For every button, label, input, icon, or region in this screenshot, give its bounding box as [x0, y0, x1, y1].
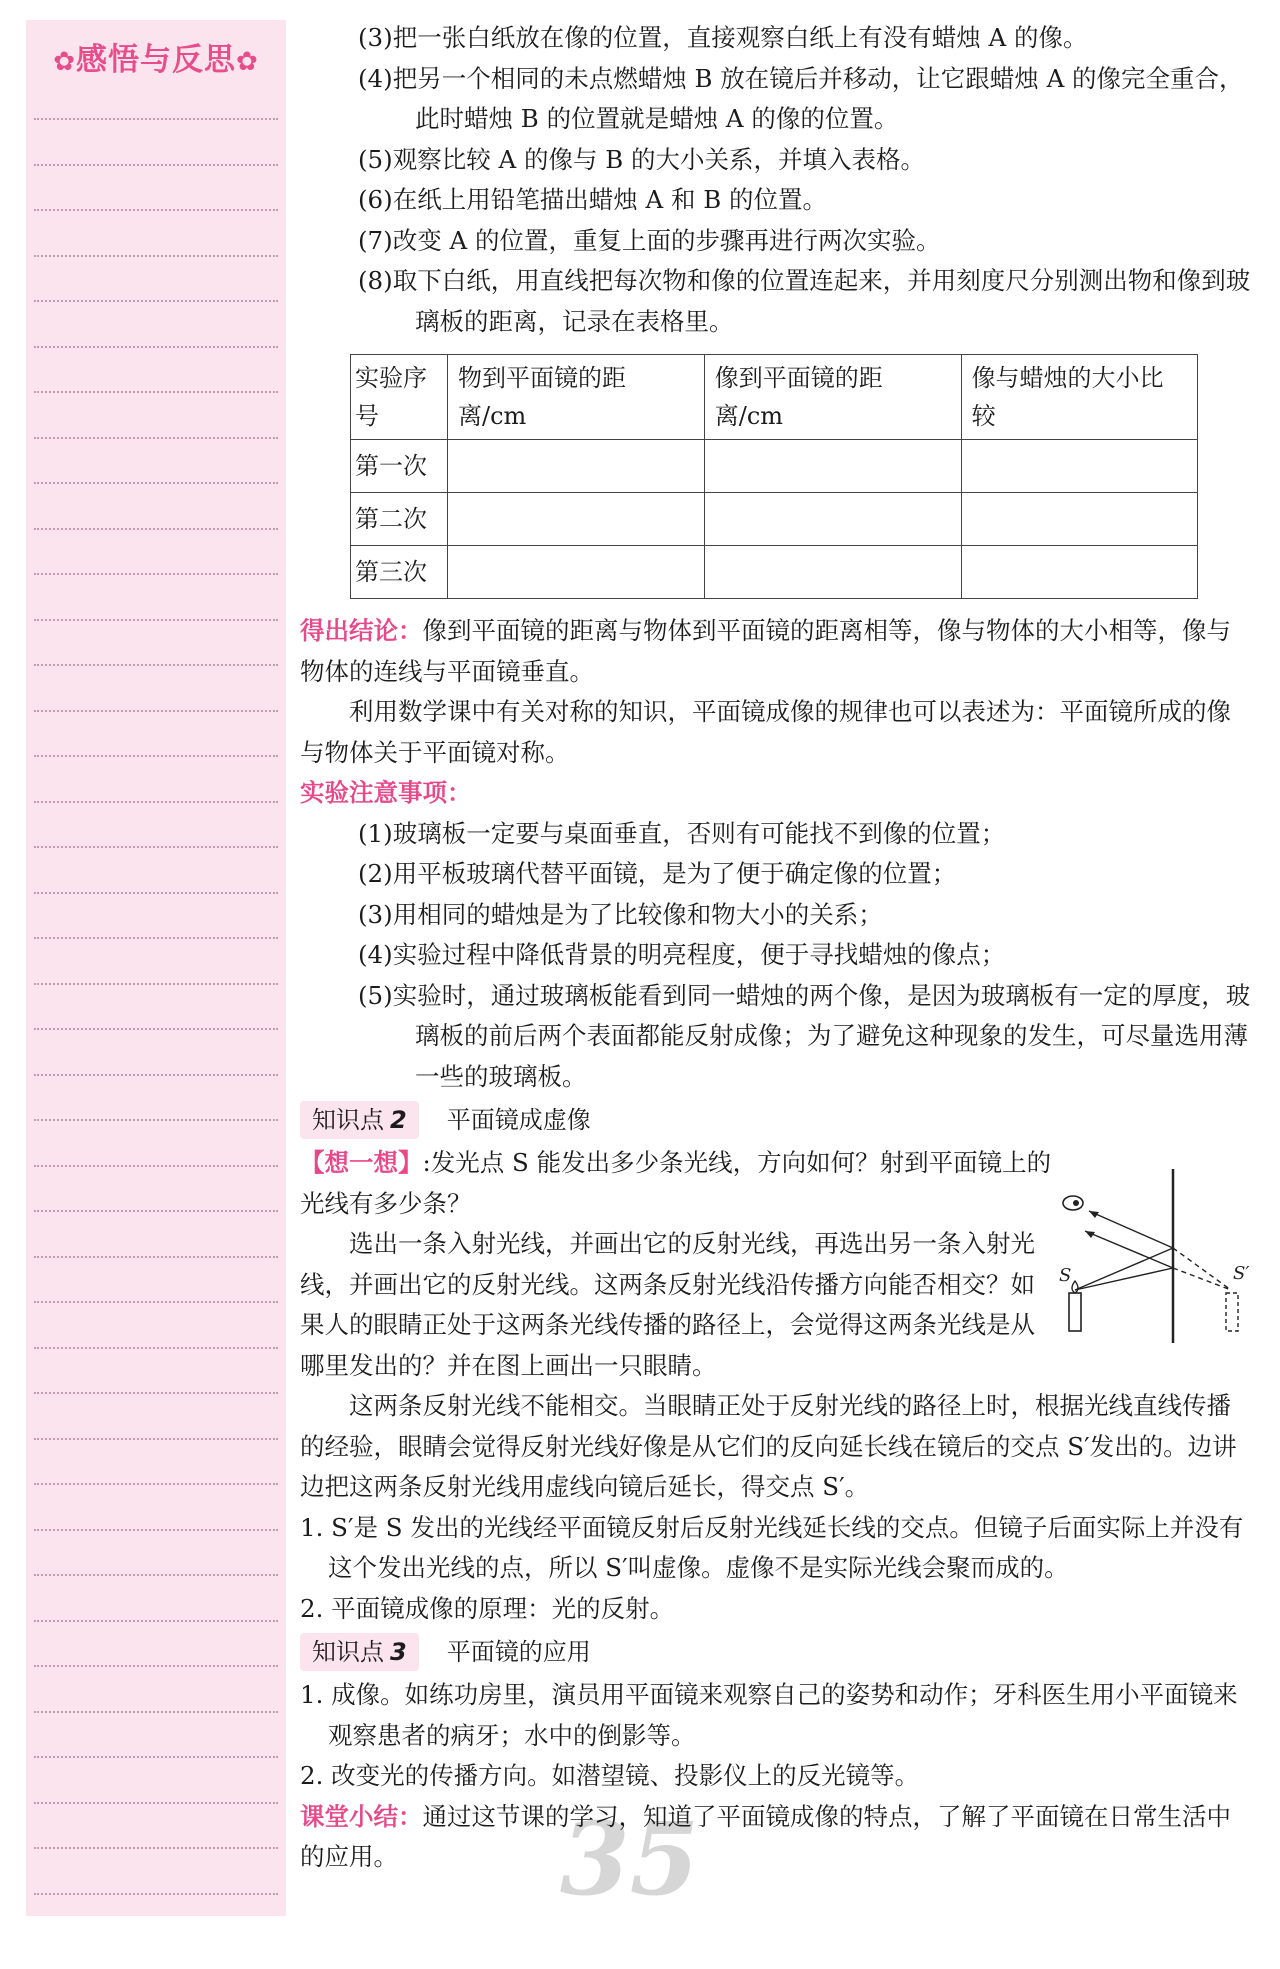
- writing-line: [34, 1347, 278, 1349]
- writing-line: [34, 346, 278, 348]
- knowledge-point-3-heading: [300, 1629, 1255, 1675]
- table-cell: 第二次: [351, 493, 448, 546]
- step-3: (3)把一张白纸放在像的位置，直接观察白纸上有没有蜡烛 A 的像。: [358, 23, 1088, 52]
- virtual-image-point: 1. S′是 S 发出的光线经平面镜反射后反射光线延长线的交点。但镜子后面实际上并没有这个发出光线的点，所以 S′叫虚像。虚像不是实际光线会聚而成的。: [300, 1512, 1244, 1582]
- writing-line: [34, 846, 278, 848]
- writing-line: [34, 755, 278, 757]
- notes-label: 实验注意事项：: [300, 778, 472, 807]
- incident-ray: [1075, 1268, 1173, 1290]
- knowledge-point-tag: [300, 1633, 419, 1671]
- explanation-paragraph: 这两条反射光线不能相交。当眼睛正处于反射光线的路径上时，根据光线直线传播的经验，眼睛会觉得反射光线好像是从它们的反向延长线在镜后的交点 S′发出的。边讲边把这两条反射光线用虚线向镜后延长，得交点 S′。: [300, 1391, 1237, 1501]
- symmetry-paragraph: 利用数学课中有关对称的知识，平面镜成像的规律也可以表述为：平面镜所成的像与物体关于平面镜对称。: [300, 697, 1231, 767]
- think-question-text: :发光点 S 能发出多少条光线，方向如何？射到平面镜上的光线有多少条？: [300, 1148, 1052, 1218]
- table-cell: [961, 440, 1197, 493]
- conclusion-text: 像到平面镜的距离与物体到平面镜的距离相等，像与物体的大小相等，像与物体的连线与平面镜垂直。: [300, 616, 1231, 686]
- tag-label: 知识点: [312, 1638, 384, 1666]
- writing-line: [34, 1847, 278, 1849]
- table-header: 像到平面镜的距离/cm: [704, 355, 961, 440]
- writing-line: [34, 1028, 278, 1030]
- tag-label: 知识点: [312, 1106, 384, 1134]
- table-header: 物到平面镜的距离/cm: [448, 355, 705, 440]
- writing-line: [34, 1756, 278, 1758]
- point-s-prime-label: S′: [1233, 1263, 1250, 1284]
- table-cell: [704, 546, 961, 599]
- tag-number: 3: [390, 1638, 407, 1666]
- summary-text: 通过这节课的学习，知道了平面镜成像的特点，了解了平面镜在日常生活中的应用。: [300, 1801, 1231, 1871]
- sidebar-title-text: 感悟与反思: [76, 42, 236, 78]
- table-cell: [448, 493, 705, 546]
- writing-line: [34, 1529, 278, 1531]
- reflected-ray: [1085, 1231, 1173, 1268]
- writing-line: [34, 1210, 278, 1212]
- writing-line: [34, 1256, 278, 1258]
- table-row: [351, 546, 1198, 599]
- think-question: [300, 1143, 1055, 1224]
- main-content: [300, 18, 1255, 1878]
- table-cell: [961, 493, 1197, 546]
- writing-line: [34, 619, 278, 621]
- writing-line: [34, 391, 278, 393]
- note-item: (4)实验过程中降低背景的明亮程度，便于寻找蜡烛的像点；: [358, 940, 1006, 969]
- writing-line: [34, 710, 278, 712]
- writing-line: [34, 209, 278, 211]
- incident-ray: [1075, 1248, 1173, 1290]
- conclusion: [300, 611, 1255, 692]
- principle-point: 2. 平面镜成像的原理：光的反射。: [300, 1593, 675, 1623]
- writing-line: [34, 1438, 278, 1440]
- step-8: (8)取下白纸，用直线把每次物和像的位置连起来，并用刻度尺分别测出物和像到玻璃板的距离，记录在表格里。: [358, 266, 1251, 336]
- writing-line: [34, 1392, 278, 1394]
- note-item: (3)用相同的蜡烛是为了比较像和物大小的关系；: [358, 899, 883, 929]
- mirror-diagram: [1055, 1163, 1255, 1373]
- virtual-extension: [1173, 1248, 1231, 1290]
- table-cell: 第一次: [351, 440, 448, 493]
- sidebar-title: [26, 34, 286, 79]
- writing-line: [34, 664, 278, 666]
- reflection-sidebar: [26, 20, 286, 1916]
- point-s-label: S: [1059, 1265, 1072, 1286]
- application-point: 2. 改变光的传播方向。如潜望镜、投影仪上的反光镜等。: [300, 1761, 920, 1790]
- virtual-candle-icon: [1226, 1293, 1238, 1331]
- knowledge-point-title: 平面镜的应用: [446, 1638, 591, 1666]
- table-row: [351, 493, 1198, 546]
- note-item: (5)实验时，通过玻璃板能看到同一蜡烛的两个像，是因为玻璃板有一定的厚度，玻璃板的前后两个表面都能反射成像；为了避免这种现象的发生，可尽量选用薄一些的玻璃板。: [358, 980, 1251, 1091]
- table-cell: 第三次: [351, 546, 448, 599]
- writing-line: [34, 1893, 278, 1895]
- step-4: (4)把另一个相同的未点燃蜡烛 B 放在镜后并移动，让它跟蜡烛 A 的像完全重合，此时蜡烛 B 的位置就是蜡烛 A 的像的位置。: [358, 63, 1244, 133]
- writing-line: [34, 1665, 278, 1667]
- writing-line: [34, 1165, 278, 1167]
- table-cell: [704, 440, 961, 493]
- think-section: [300, 1143, 1255, 1386]
- writing-line: [34, 482, 278, 484]
- knowledge-point-2-heading: [300, 1097, 1255, 1143]
- writing-line: [34, 1301, 278, 1303]
- writing-line: [34, 1711, 278, 1713]
- table-row: [351, 440, 1198, 493]
- application-point: 1. 成像。如练功房里，演员用平面镜来观察自己的姿势和动作；牙科医生用小平面镜来观察患者的病牙；水中的倒影等。: [300, 1680, 1238, 1750]
- step-6: (6)在纸上用铅笔描出蜡烛 A 和 B 的位置。: [358, 185, 828, 214]
- writing-line: [34, 300, 278, 302]
- table-header: 像与蜡烛的大小比较: [961, 355, 1197, 440]
- page-number: 35: [560, 1800, 700, 1918]
- conclusion-label: 得出结论：: [300, 616, 423, 645]
- summary-label: 课堂小结：: [300, 1801, 423, 1831]
- experiment-table: [350, 354, 1198, 599]
- writing-line: [34, 437, 278, 439]
- flower-icon: ✿: [236, 47, 259, 77]
- note-item: (1)玻璃板一定要与桌面垂直，否则有可能找不到像的位置；: [358, 818, 1006, 848]
- writing-line: [34, 118, 278, 120]
- knowledge-point-title: 平面镜成虚像: [446, 1106, 591, 1134]
- writing-line: [34, 1574, 278, 1576]
- table-cell: [448, 546, 705, 599]
- writing-line: [34, 892, 278, 894]
- writing-line: [34, 1074, 278, 1076]
- table-cell: [961, 546, 1197, 599]
- flower-icon: ✿: [53, 47, 76, 77]
- step-5: (5)观察比较 A 的像与 B 的大小关系，并填入表格。: [358, 144, 926, 174]
- writing-line: [34, 937, 278, 939]
- think-text-block: [300, 1143, 1055, 1386]
- think-label: 【想一想】: [300, 1148, 423, 1177]
- think-paragraph: 选出一条入射光线，并画出它的反射光线，再选出另一条入射光线，并画出它的反射光线。这两条反射光线沿传播方向能否相交？如果人的眼睛正处于这两条光线传播的路径上，会觉得这两条光线是从哪里发出的？并在图上画出一只眼睛。: [300, 1229, 1035, 1380]
- step-7: (7)改变 A 的位置，重复上面的步骤再进行两次实验。: [358, 225, 941, 255]
- writing-line: [34, 801, 278, 803]
- reflected-ray: [1089, 1211, 1173, 1248]
- note-item: (2)用平板玻璃代替平面镜，是为了便于确定像的位置；: [358, 859, 957, 888]
- table-cell: [704, 493, 961, 546]
- eye-pupil-icon: [1073, 1200, 1079, 1206]
- table-cell: [448, 440, 705, 493]
- writing-line: [34, 164, 278, 166]
- tag-number: 2: [390, 1106, 407, 1134]
- writing-line: [34, 573, 278, 575]
- table-header: 实验序号: [351, 355, 448, 440]
- writing-line: [34, 528, 278, 530]
- writing-line: [34, 1802, 278, 1804]
- knowledge-point-tag: [300, 1101, 419, 1139]
- writing-line: [34, 255, 278, 257]
- writing-line: [34, 1620, 278, 1622]
- writing-line: [34, 1119, 278, 1121]
- candle-icon: [1069, 1293, 1081, 1331]
- flame-icon: [1072, 1281, 1078, 1293]
- writing-line: [34, 1483, 278, 1485]
- class-summary: [300, 1797, 1255, 1878]
- table-header-row: [351, 355, 1198, 440]
- writing-line: [34, 983, 278, 985]
- virtual-extension: [1173, 1268, 1231, 1290]
